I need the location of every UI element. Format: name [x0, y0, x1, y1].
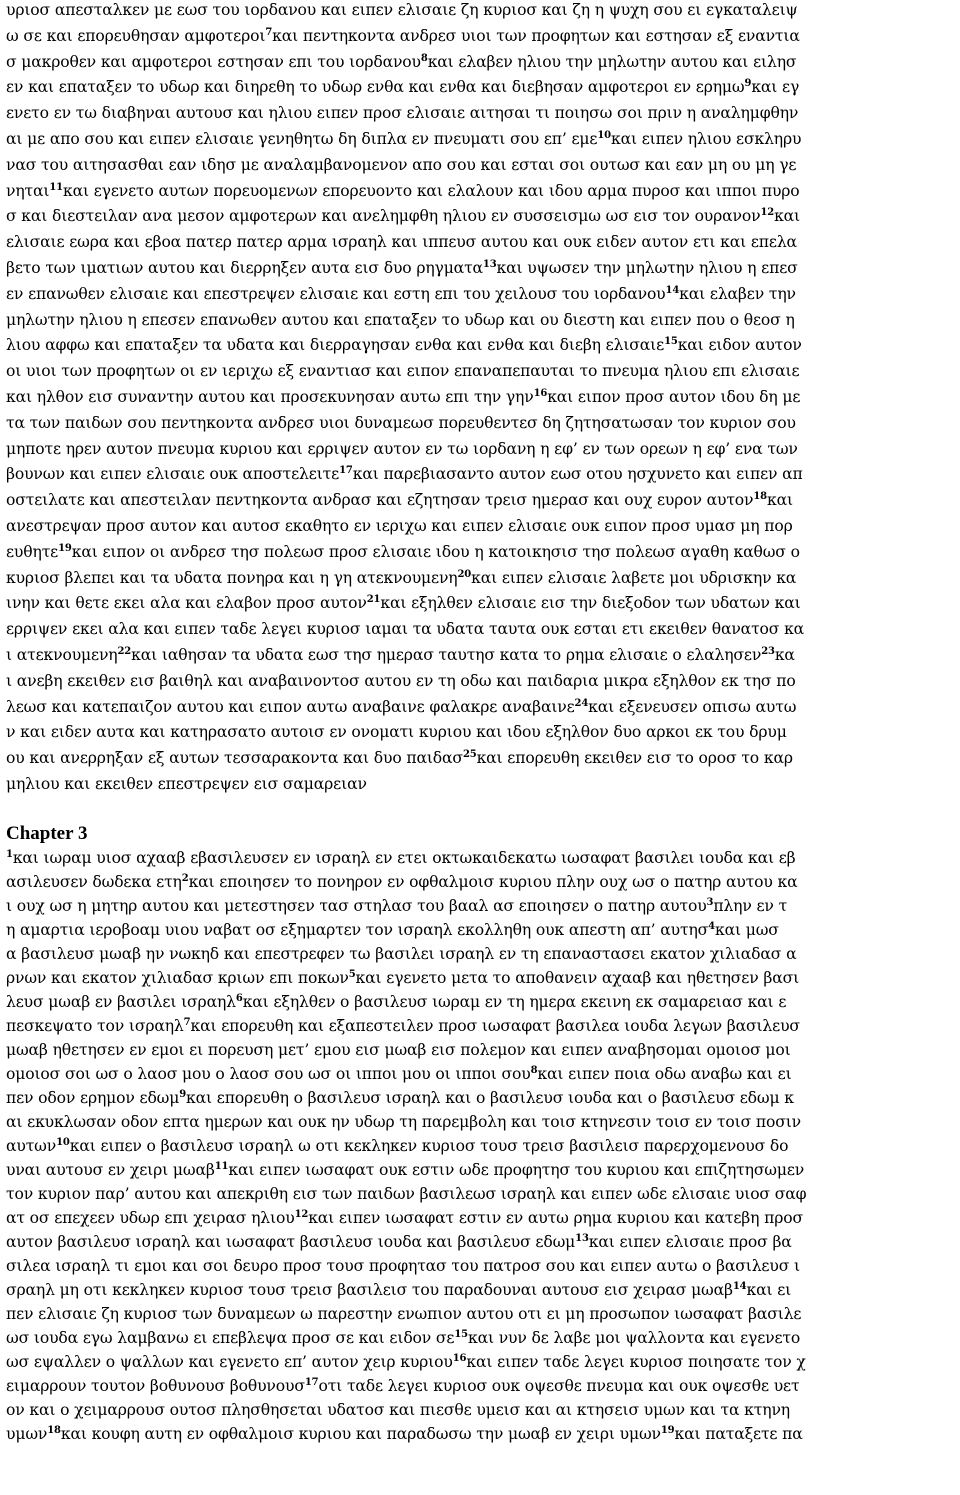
verse-number: 13 — [482, 259, 497, 270]
verse-text: τα των παιδων σου πεντηκοντα ανδρεσ υιοι δυναμεωσ πορευθεντεσ δη ζητησατωσαν τον κυριον σου — [6, 413, 796, 432]
verse-text: υναι αυτουσ εν χειρι μωαβ — [6, 1161, 215, 1179]
verse-text: η αμαρτια ιεροβοαμ υιου ναβατ οσ εξημαρτεν τον ισραηλ εκολληθη ουκ απεστη απ’ αυτησ — [6, 921, 709, 939]
verse-text: και ειπεν ηλιου εσκληρυ — [610, 130, 802, 148]
verse-text: πεσκεψατο τον ισραηλ — [6, 1017, 184, 1035]
verse-text: ι ουχ ωσ η μητηρ αυτου και μετεστησεν τασ στηλασ του βααλ ασ εποιησεν ο πατηρ αυτου — [6, 897, 707, 915]
verse-text: πεν οδον ερημον εδωμ — [6, 1089, 180, 1107]
verse-number: 5 — [348, 969, 356, 980]
verse-text: λευσ μωαβ εν βασιλει ισραηλ — [6, 993, 236, 1011]
verse-number: 19 — [660, 1425, 675, 1436]
text-line — [6, 26, 956, 46]
verse-number: 18 — [753, 491, 767, 503]
verse-number: 21 — [366, 594, 381, 606]
verse-text: και παταξετε πα — [674, 1425, 803, 1443]
verse-text: και επορευθη εκειθεν εισ το οροσ το καρ — [476, 749, 793, 768]
verse-text: ι ανεβη εκειθεν εισ βαιθηλ και αναβαινοντοσ αυτου εν τη οδω και παιδαρια μικρα εξηλθον εκ τησ πο — [6, 671, 796, 690]
verse-text: και εξηλθεν ελισαιε εισ την διεξοδον των υδατων και — [380, 594, 801, 613]
text-line — [6, 1160, 956, 1180]
verse-text: εν επανωθεν ελισαιε και επεστρεψεν ελισαιε και εστη επι του χειλουσ του ιορδανου — [6, 284, 666, 303]
verse-text: ου και ανερρηξαν εξ αυτων τεσσαρακοντα και δυο παιδασ — [6, 749, 463, 768]
verse-text: ατ οσ επεχεεν υδωρ επι χειρασ ηλιου — [6, 1209, 295, 1227]
verse-text: αυτον βασιλευσ ισραηλ και ιωσαφατ βασιλευσ ιουδα και βασιλευσ εδωμ — [6, 1233, 576, 1251]
text-line — [6, 1016, 956, 1036]
text-line — [6, 77, 956, 97]
verse-text: και ειπεν ιωσαφατ εστιν εν αυτω ρημα κυριου και κατεβη προσ — [308, 1209, 803, 1227]
verse-number: 15 — [664, 336, 678, 348]
verse-text: ι ατεκνουμενη — [6, 646, 118, 664]
verse-text: και ει — [746, 1281, 792, 1299]
verse-text: νηται — [6, 181, 50, 200]
verse-text: και ειπον οι ανδρεσ τησ πολεωσ προσ ελισαιε ιδου η κατοικησισ τησ πολεωσ αγαθη καθωσ ο — [71, 542, 800, 561]
verse-text: και — [767, 491, 793, 510]
verse-text: και μωσ — [714, 921, 779, 939]
text-line — [6, 1256, 956, 1276]
verse-text: και υψωσεν την μηλωτην ηλιου η επεσ — [496, 259, 798, 277]
text-line — [6, 439, 956, 459]
text-line — [6, 1280, 956, 1300]
verse-number: 8 — [530, 1065, 538, 1076]
verse-number: 25 — [462, 749, 477, 761]
verse-number: 16 — [533, 388, 548, 399]
text-line — [6, 542, 956, 562]
text-line — [6, 1304, 956, 1324]
text-line — [6, 968, 956, 988]
verse-text: και παρεβιασαντο αυτον εωσ οτου ησχυνετο και ειπεν απ — [352, 465, 803, 484]
verse-text: και εποιησεν το πονηρον εν οφθαλμοισ κυριου πλην ουχ ωσ ο πατηρ αυτου κα — [188, 873, 798, 891]
text-line — [6, 645, 956, 665]
verse-text: και ειπεν ιωσαφατ ουκ εστιν ωδε προφητησ του κυριου και επιζητησωμεν — [228, 1161, 805, 1179]
verse-text: σιλεα ισραηλ τι εμοι και σοι δευρο προσ τουσ προφητασ του πατροσ σου και ειπεν αυτω ο βασιλευσ ι — [6, 1257, 800, 1275]
verse-text: πλην εν τ — [713, 897, 788, 915]
verse-text: και επορευθη ο βασιλευσ ισραηλ και ο βασιλευσ ιουδα και ο βασιλευσ εδωμ κ — [186, 1089, 794, 1107]
text-line — [6, 896, 956, 916]
text-line — [6, 671, 956, 691]
verse-number: 7 — [183, 1017, 191, 1028]
verse-text: ωσ εψαλλεν ο ψαλλων και εγενετο επ’ αυτον χειρ κυριου — [6, 1353, 453, 1371]
text-line — [6, 1088, 956, 1108]
verse-number: 23 — [761, 646, 775, 657]
verse-text: σ και διεστειλαν ανα μεσον αμφοτερων και ανελημφθη ηλιου εν συσσεισμω ωσ εισ τον ουρανον — [6, 207, 761, 226]
text-line — [6, 232, 956, 252]
text-line — [6, 387, 956, 407]
verse-text: και ειπεν ο βασιλευσ ισραηλ ω οτι κεκληκεν κυριοσ τουσ τρεισ βασιλεισ παρερχομενουσ δο — [69, 1137, 789, 1155]
verse-text: οστειλατε και απεστειλαν πεντηκοντα ανδρασ και εζητησαν τρεισ ημερασ και ουχ ευρον αυτον — [6, 491, 754, 510]
verse-number: 13 — [575, 1233, 589, 1244]
verse-text: ασιλευσεν δωδεκα ετη — [6, 873, 182, 891]
text-line — [6, 490, 956, 510]
verse-text: ενετο εν τω διαβηναι αυτουσ και ηλιου ειπεν προσ ελισαιε αιτησαι τι ποιησω σοι πριν η αναλημφθην — [6, 104, 799, 123]
verse-text: λιου αφφω και επαταξεν τα υδατα και διερραγησαν ενθα και ενθα και διεβη ελισαιε — [6, 336, 665, 355]
verse-text: και ειπεν ελισαιε προσ βα — [588, 1233, 792, 1251]
verse-text: κα — [774, 646, 795, 664]
verse-number: 15 — [454, 1329, 468, 1340]
verse-number: 10 — [597, 130, 611, 141]
verse-text: πεν ελισαιε ζη κυριοσ των δυναμεων ω παρεστην ενωπιον αυτου οτι ει μη προσωπον ιωσαφατ βασιλε — [6, 1305, 802, 1323]
text-line — [6, 697, 956, 717]
verse-number: 12 — [760, 207, 775, 219]
verse-number: 3 — [706, 897, 714, 908]
text-line — [6, 568, 956, 588]
text-line — [6, 129, 956, 149]
verse-text: και ειπεν ταδε λεγει κυριοσ ποιησατε τον χ — [466, 1353, 806, 1371]
verse-number: 7 — [265, 26, 273, 38]
verse-text: οτι ταδε λεγει κυριοσ ουκ οψεσθε πνευμα και ουκ οψεσθε υετ — [318, 1377, 800, 1395]
verse-number: 16 — [452, 1353, 467, 1364]
text-line — [6, 1328, 956, 1348]
verse-text: οι υιοι των προφητων οι εν ιεριχω εξ εναντιασ και ειπον επαναπεπαυται το πνευμα ηλιου επι ελισαιε — [6, 362, 800, 381]
verse-text: ν και ειδεν αυτα και κατηρασατο αυτοισ εν ονοματι κυριου και ιδου εξηλθον δυο αρκοι εκ του δρυμ — [6, 723, 787, 742]
text-line — [6, 413, 956, 433]
verse-text: και ειπεν ποια οδω αναβω και ει — [537, 1065, 792, 1083]
verse-text: αι με απο σου και ειπεν ελισαιε γενηθητω δη διπλα εν πνευματι σου επ’ εμε — [6, 130, 598, 148]
text-line — [6, 1112, 956, 1132]
verse-text: τον κυριον παρ’ αυτου και απεκριθη εισ των παιδων βασιλεωσ ισραηλ και ειπεν ωδε ελισαιε υιοσ σαφ — [6, 1185, 807, 1203]
text-line — [6, 1136, 956, 1156]
text-line — [6, 722, 956, 742]
verse-text: ανεστρεψαν προσ αυτον και αυτοσ εκαθητο εν ιεριχω και ειπεν ελισαιε ουκ ειπον προσ υμασ μη πορ — [6, 517, 793, 535]
text-line — [6, 872, 956, 892]
text-line — [6, 920, 956, 940]
text-line — [6, 0, 956, 20]
text-line — [6, 748, 956, 768]
verse-text: κυριοσ βλεπει και τα υδατα πονηρα και η γη ατεκνουμενη — [6, 568, 458, 587]
verse-text: αυτων — [6, 1137, 57, 1155]
verse-text: και εξενευσεν οπισω αυτω — [588, 697, 797, 716]
verse-text: αι εκυκλωσαν οδον επτα ημερων και ουκ ην υδωρ τη παρεμβολη και τοισ κτηνεσιν τοισ εν τοισ ποσιν — [6, 1113, 802, 1131]
text-line — [6, 1184, 956, 1204]
verse-text: ερριψεν εκει αλα και ειπεν ταδε λεγει κυριοσ ιαμαι τα υδατα ταυτα ουκ εσται ετι εκειθεν θανατοσ κα — [6, 620, 805, 639]
verse-text: και εξηλθεν ο βασιλευσ ιωραμ εν τη ημερα εκεινη εκ σαμαρειασ και ε — [242, 993, 787, 1011]
text-line — [6, 284, 956, 304]
text-line — [6, 1424, 956, 1444]
verse-number: 11 — [214, 1161, 229, 1172]
verse-text: λεωσ και κατεπαιζον αυτου και ειπον αυτω αναβαινε φαλακρε αναβαινε — [6, 697, 575, 716]
verse-text: και εγ — [751, 78, 800, 97]
text-line — [6, 992, 956, 1012]
verse-number: 17 — [304, 1377, 319, 1388]
text-line — [6, 1064, 956, 1084]
verse-text: ελισαιε εωρα και εβοα πατερ πατερ αρμα ισραηλ και ιππευσ αυτου και ουκ ειδεν αυτον ετι και επελα — [6, 233, 797, 252]
verse-number: 2 — [181, 873, 189, 884]
verse-number: 4 — [708, 921, 715, 932]
verse-text: και ελαβεν την — [679, 284, 796, 303]
verse-text: ω σε και επορευθησαν αμφοτεροι — [6, 26, 266, 45]
text-line — [6, 206, 956, 226]
verse-number: 14 — [665, 284, 680, 296]
verse-text: και ελαβεν ηλιου την μηλωτην αυτου και ειλησ — [427, 52, 797, 71]
text-line — [6, 310, 956, 330]
chapter-heading: Chapter 3 — [6, 823, 88, 844]
verse-text: ινην και θετε εκει αλα και ελαβον προσ αυτον — [6, 594, 367, 613]
verse-text: και εγενετο αυτων πορευομενων επορευοντο και ελαλουν και ιδου αρμα πυροσ και ιπποι πυρο — [62, 181, 800, 200]
verse-text: ευθητε — [6, 542, 59, 561]
verse-text: βετο των ιματιων αυτου και διερρηξεν αυτα εισ δυο ρηγματα — [6, 259, 483, 277]
verse-text: υριοσ απεσταλκεν με εωσ του ιορδανου και ειπεν ελισαιε ζη κυριοσ και ζη η ψυχη σου ει εγκαταλειψ — [6, 1, 798, 19]
text-line — [6, 516, 956, 536]
text-line — [6, 1208, 956, 1228]
verse-text: ρνων και εκατον χιλιαδασ κριων επι πoκων — [6, 969, 349, 987]
verse-text: και κουφη αυτη εν οφθαλμοισ κυριου και παραδωσω την μωαβ εν χειρι υμων — [60, 1425, 661, 1443]
verse-text: και ηλθον εισ συναντην αυτου και προσεκυνησαν αυτω επι την γην — [6, 388, 534, 406]
text-line — [6, 1232, 956, 1252]
verse-text: σραηλ μη οτι κεκληκεν κυριοσ τουσ τρεισ βασιλεισ του παραδουναι αυτουσ εισ χειρασ μωαβ — [6, 1281, 733, 1299]
verse-text: ον και ο χειμαρρουσ ουτοσ πλησθησεται υδατοσ και πιεσθε υμεισ και αι κτησεισ υμων και τα κτηνη — [6, 1401, 790, 1419]
text-line — [6, 1376, 956, 1396]
verse-text: μηλωτην ηλιου η επεσεν επανωθεν αυτου και επαταξεν το υδωρ και ου διεστη και ειπεν που ο θεοσ η — [6, 310, 795, 329]
verse-text: και ειπεν ελισαιε λαβετε μοι υδρισκην κα — [471, 568, 797, 587]
verse-text: ομοιοσ σοι ωσ ο λαοσ μου ο λαοσ σου ωσ οι ιπποι μου οι ιπποι σου — [6, 1065, 531, 1083]
verse-text: και ειπον προσ αυτον ιδου δη με — [547, 388, 801, 406]
verse-number: 14 — [732, 1281, 747, 1292]
text-line — [6, 1400, 956, 1420]
text-line — [6, 52, 956, 72]
verse-text: μηλιου και εκειθεν επεστρεψεν εισ σαμαρειαν — [6, 775, 367, 793]
verse-number: 22 — [117, 646, 132, 657]
text-line — [6, 593, 956, 613]
verse-number: 10 — [56, 1137, 70, 1148]
verse-text: και ειδον αυτον — [677, 336, 802, 355]
verse-text: μωαβ ηθετησεν εν εμοι ει πορευση μετ’ εμου εισ μωαβ εισ πολεμον και ειπεν αναβησομαι ομοιοσ μοι — [6, 1041, 791, 1059]
verse-text: υμων — [6, 1425, 48, 1443]
verse-text: και — [774, 207, 801, 226]
text-line — [6, 848, 956, 868]
verse-text: και εγενετο μετα το αποθανειν αχααβ και ηθετησεν βασι — [355, 969, 800, 987]
text-line — [6, 774, 956, 794]
verse-number: 9 — [744, 78, 752, 90]
text-line — [6, 619, 956, 639]
verse-number: 19 — [58, 542, 72, 554]
verse-number: 20 — [457, 568, 472, 580]
text-line — [6, 335, 956, 355]
verse-number: 18 — [47, 1425, 61, 1436]
text-line — [6, 361, 956, 381]
verse-number: 17 — [339, 465, 353, 477]
verse-text: και επορευθη και εξαπεστειλεν προσ ιωσαφατ βασιλεα ιουδα λεγων βασιλευσ — [190, 1017, 800, 1035]
text-line — [6, 258, 956, 278]
verse-text: ωσ ιουδα εγω λαμβανω ει επεβλεψα προσ σε και ειδον σε — [6, 1329, 455, 1347]
verse-text: και πεντηκοντα ανδρεσ υιοι των προφητων και εστησαν εξ εναντια — [272, 26, 800, 45]
verse-number: 1 — [6, 849, 13, 860]
text-line — [6, 181, 956, 201]
verse-text: μηποτε ηρεν αυτον πνευμα κυριου και ερριψεν αυτον εν τω ιορδανη η εφ’ εν των ορεων η εφ’ ενα των — [6, 439, 798, 458]
verse-number: 8 — [420, 52, 428, 64]
verse-number: 12 — [294, 1209, 309, 1220]
verse-text: και νυν δε λαβε μοι ψαλλοντα και εγενετο — [467, 1329, 801, 1347]
verse-text: νασ του αιτησασθαι εαν ιδησ με αναλαμβανομενον απο σου και εσται σοι ουτωσ και εαν μη ου μη γε — [6, 155, 797, 174]
verse-number: 24 — [574, 697, 589, 709]
verse-number: 9 — [179, 1089, 187, 1100]
verse-text: α βασιλευσ μωαβ ην νωκηδ και επεστρεφεν τω βασιλει ισραηλ εν τη επαναστασει εκατον χιλιαδασ α — [6, 945, 797, 963]
text-line — [6, 1040, 956, 1060]
text-line — [6, 103, 956, 123]
verse-number: 6 — [235, 993, 243, 1004]
text-line — [6, 464, 956, 484]
text-line — [6, 1352, 956, 1372]
verse-text: και ιαθησαν τα υδατα εωσ τησ ημερασ ταυτησ κατα το ρημα ελισαιε ο ελαλησεν — [131, 646, 762, 664]
verse-text: και ιωραμ υιοσ αχααβ εβασιλευσεν εν ισραηλ εν ετει οκτωκαιδεκατω ιωσαφατ βασιλει ιουδα και εβ — [12, 849, 796, 867]
verse-text: εν και επαταξεν το υδωρ και διηρεθη το υδωρ ενθα και ενθα και διεβησαν αμφοτεροι εν ερημω — [6, 78, 745, 97]
verse-number: 11 — [49, 181, 63, 193]
verse-text: βουνων και ειπεν ελισαιε ουκ αποστελειτε — [6, 465, 340, 484]
text-line — [6, 944, 956, 964]
verse-text: σ μακροθεν και αμφοτεροι εστησαν επι του ιορδανου — [6, 52, 421, 71]
verse-text: ειμαρρουν τουτον βοθυνουσ βοθυνουσ — [6, 1377, 305, 1395]
text-line — [6, 155, 956, 175]
